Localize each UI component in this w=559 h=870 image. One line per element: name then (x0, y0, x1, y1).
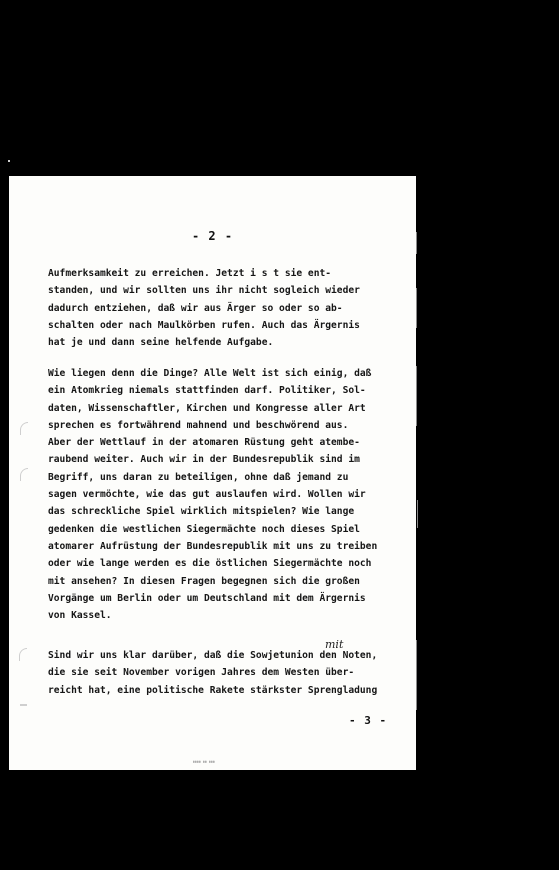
scan-speck (8, 160, 10, 162)
next-page-catchword: - 3 - (349, 714, 388, 727)
text-line: atomarer Aufrüstung der Bundesrepublik mit uns zu treiben (48, 540, 378, 552)
text-line: schalten oder nach Maulkörben rufen. Auch das Ärgernis (48, 319, 360, 331)
right-edge-line (417, 500, 418, 528)
text-line: sagen vermöchte, wie das gut auslaufen wird. Wollen wir (48, 489, 366, 501)
text-line: Vorgänge um Berlin oder um Deutschland mit dem Ärgernis (48, 592, 366, 604)
text-line: Begriff, uns daran zu beteiligen, ohne daß jemand zu (48, 471, 349, 483)
text-line: Aufmerksamkeit zu erreichen. Jetzt i s t sie ent- (48, 268, 332, 279)
paragraph-3 (48, 647, 408, 699)
text-line: standen, und wir sollten uns ihr nicht sogleich wieder (48, 285, 360, 297)
text-line: Wie liegen denn die Dinge? Alle Welt ist sich einig, daß (48, 368, 372, 379)
right-edge-line (416, 366, 417, 426)
text-line: gedenken die westlichen Siegermächte noch dieses Spiel (48, 523, 360, 535)
right-edge-line (416, 288, 417, 328)
text-line: dadurch entziehen, daß wir aus Ärger so oder so ab- (48, 302, 343, 314)
text-line: mit ansehen? In diesen Fragen begegnen sich die großen (48, 575, 360, 587)
text-line: hat je und dann seine helfende Aufgabe. (48, 337, 274, 349)
text-line: raubend weiter. Auch wir in der Bundesrepublik sind im (48, 454, 360, 466)
document-page (9, 176, 416, 770)
paragraph-1 (48, 265, 408, 351)
text-line: oder wie lange werden es die östlichen Siegermächte noch (48, 558, 372, 570)
text-line: von Kassel. (48, 610, 112, 622)
paragraph-2 (48, 365, 408, 624)
right-edge-line (416, 640, 417, 710)
text-line: reicht hat, eine politische Rakete stärkster Sprengladung (48, 684, 378, 696)
archive-stamp: ΦΦΦΦ ΦΦ ΦΦΦ (193, 760, 216, 764)
margin-bracket-mark (20, 468, 28, 481)
text-line: Sind wir uns klar darüber, daß die Sowjetunion den Noten, (48, 650, 378, 661)
page-number: - 2 - (191, 229, 234, 243)
margin-bracket-mark (20, 422, 28, 435)
right-edge-line (416, 232, 417, 254)
margin-bracket-mark (19, 648, 27, 661)
margin-tick-mark (20, 704, 27, 706)
text-line: die sie seit November vorigen Jahres dem Westen über- (48, 667, 355, 679)
text-line: das schreckliche Spiel wirklich mitspielen? Wie lange (48, 506, 355, 518)
text-line: Aber der Wettlauf in der atomaren Rüstung geht atembe- (48, 437, 360, 449)
handwritten-insert: mit (325, 638, 344, 651)
text-line: daten, Wissenschaftler, Kirchen und Kongresse aller Art (48, 402, 366, 414)
text-line: sprechen es fortwährend mahnend und beschwörend aus. (48, 419, 349, 431)
text-line: ein Atomkrieg niemals stattfinden darf. Politiker, Sol- (48, 385, 366, 397)
